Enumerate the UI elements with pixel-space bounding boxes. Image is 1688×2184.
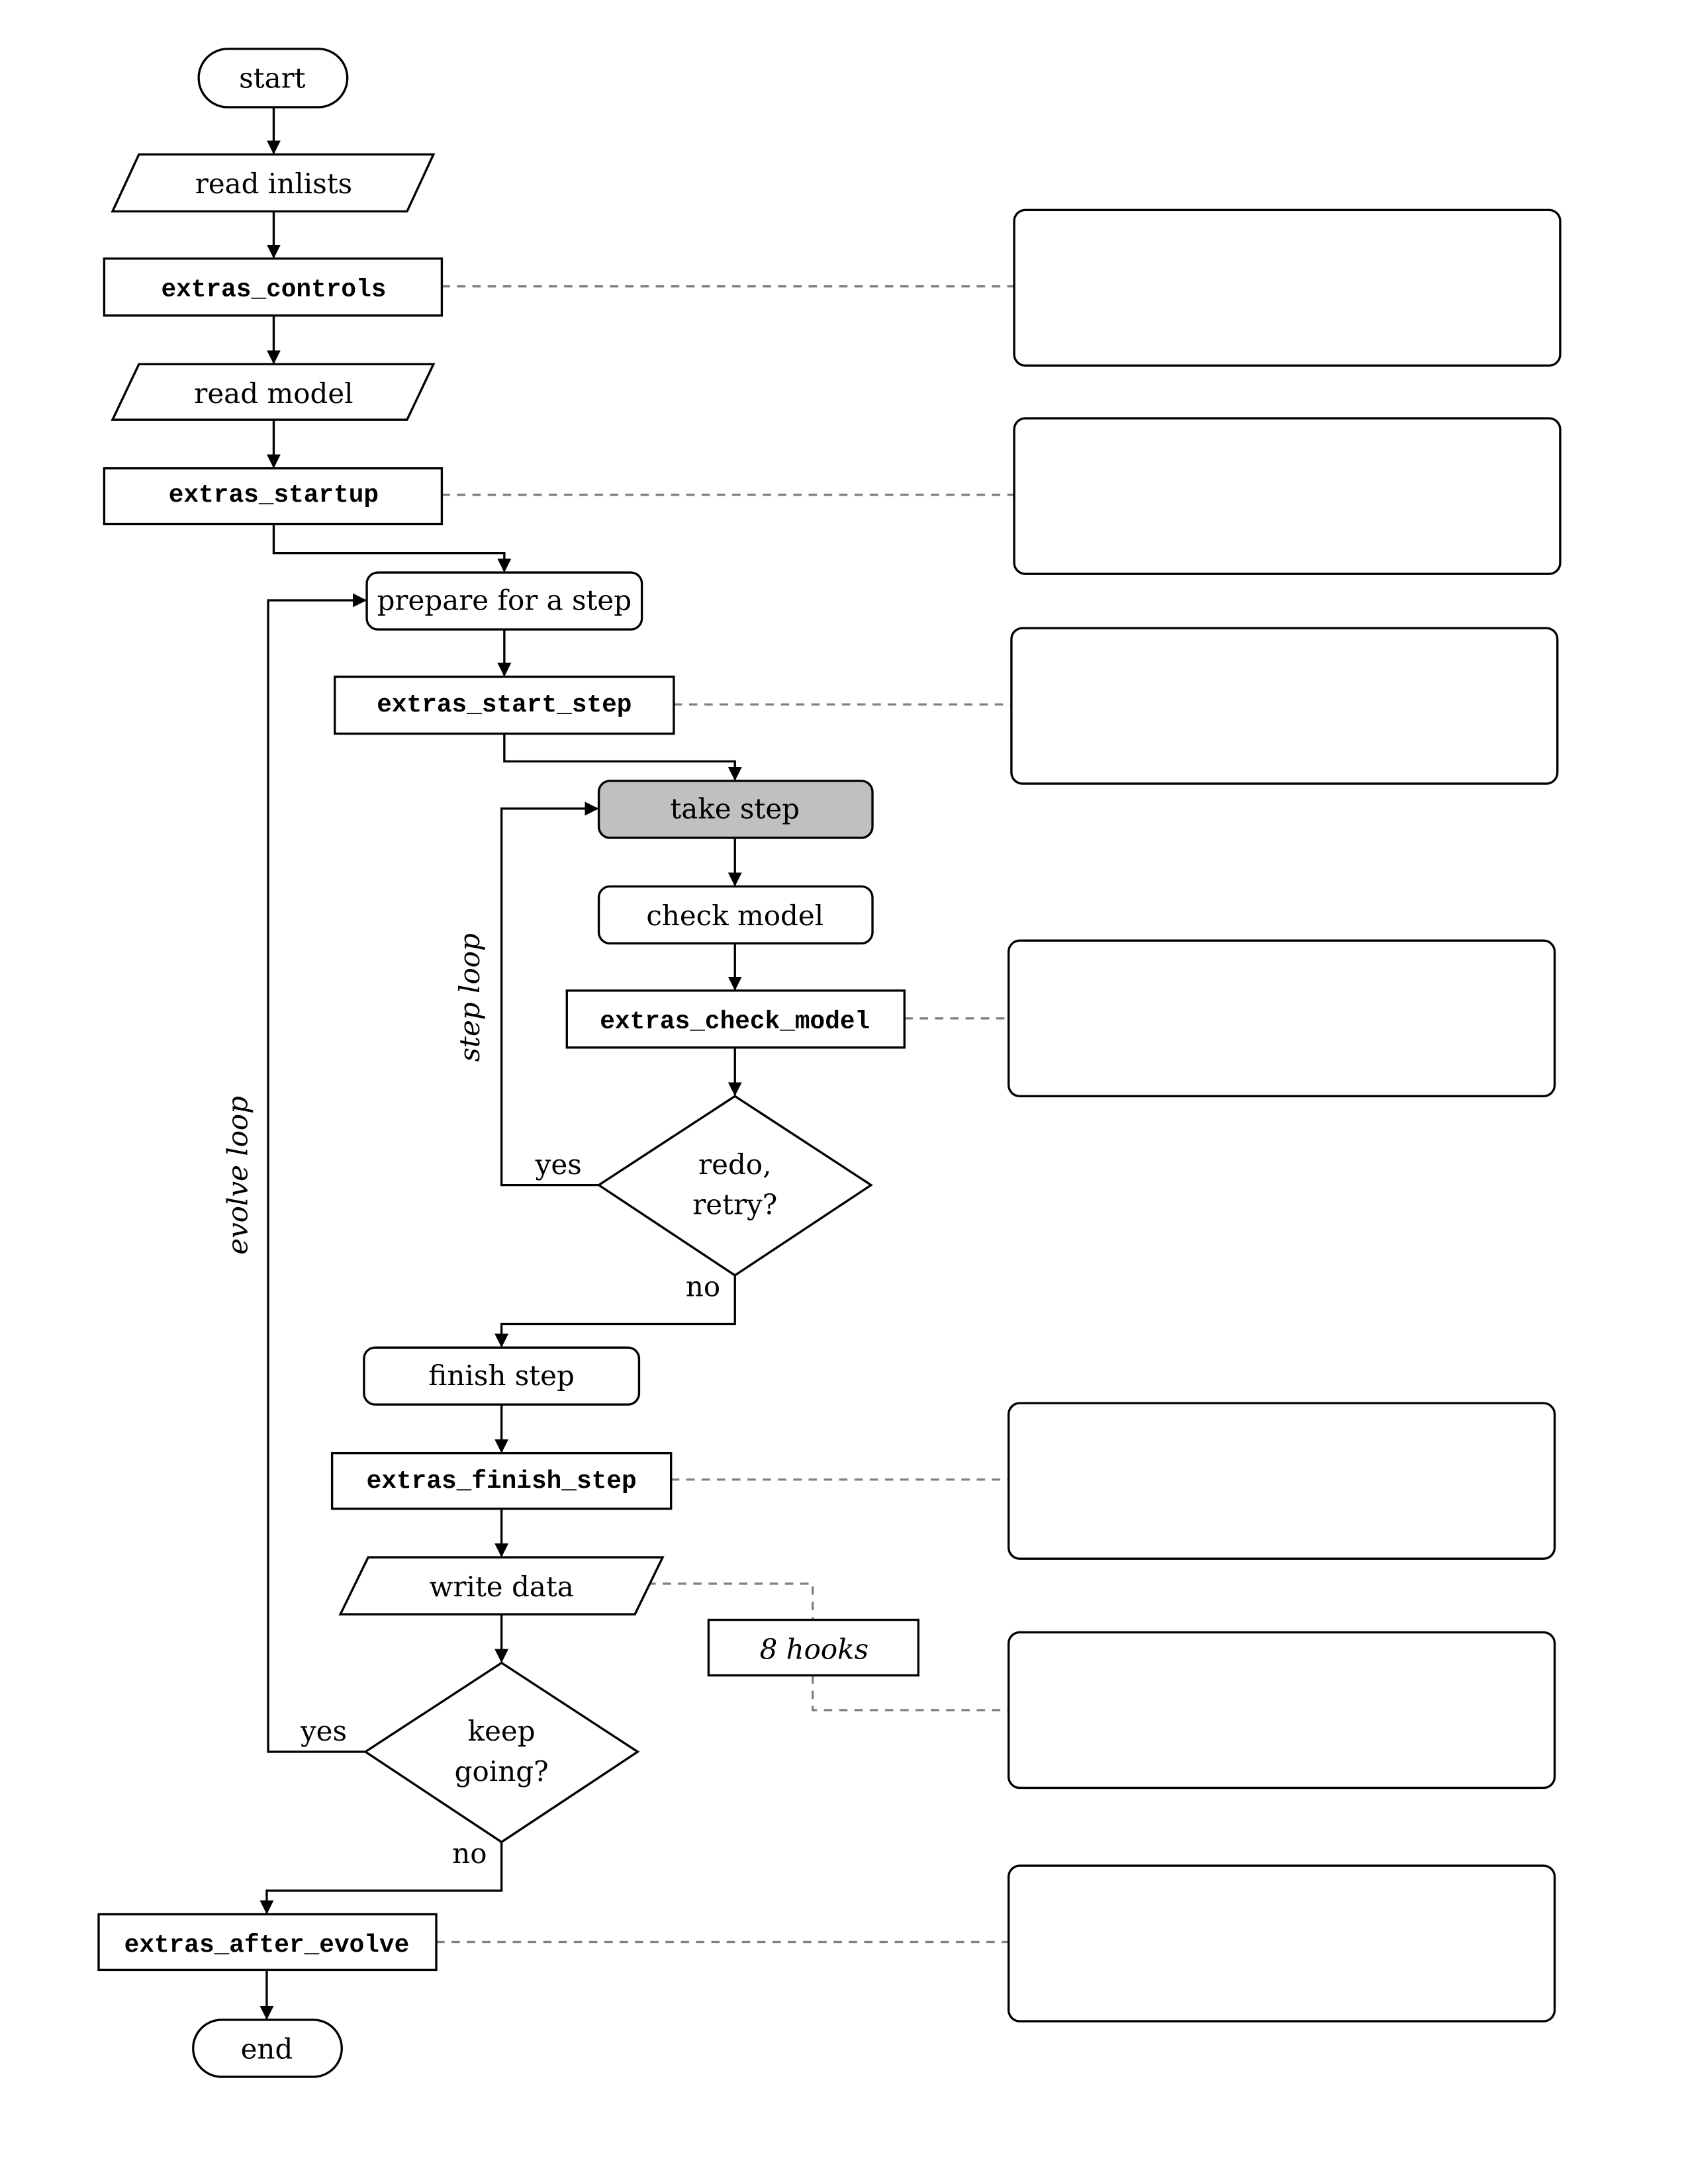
- extras-after-evolve-hook[interactable]: [99, 1914, 436, 1970]
- write-data-io[interactable]: [340, 1557, 663, 1614]
- extras-after-evolve-label: extras_after_evolve: [124, 1932, 410, 1960]
- take-step-process[interactable]: [599, 781, 872, 838]
- end-label: end: [240, 2032, 293, 2066]
- extras-controls-hook[interactable]: [104, 259, 442, 316]
- extras-start-step-label: extras_start_step: [377, 691, 632, 719]
- extras-controls-label: extras_controls: [161, 276, 387, 304]
- keep-no-label: no: [452, 1837, 487, 1870]
- annotation-box-start-step: [1011, 628, 1558, 784]
- write-data-label: write data: [429, 1570, 574, 1603]
- keep-going-decision[interactable]: [365, 1663, 637, 1843]
- annotation-box-startup: [1014, 418, 1560, 574]
- step-loop-label: step loop: [453, 933, 487, 1062]
- annotation-box-controls: [1014, 210, 1560, 365]
- extras-finish-step-hook[interactable]: [332, 1453, 671, 1509]
- extras-startup-label: extras_startup: [168, 482, 379, 510]
- keep-yes-label: yes: [300, 1715, 348, 1748]
- annotation-box-check-model: [1009, 940, 1555, 1096]
- keep-going-label-line2: going?: [454, 1754, 549, 1788]
- finish-step-label: finish step: [428, 1359, 575, 1392]
- redo-no-label: no: [685, 1270, 721, 1303]
- extras-start-step-hook[interactable]: [335, 676, 674, 733]
- read-model-label: read model: [194, 377, 353, 410]
- annotation-boxes: [1009, 210, 1560, 2021]
- finish-step-process[interactable]: [364, 1347, 639, 1404]
- eight-hooks-label: 8 hooks: [759, 1633, 869, 1666]
- redo-retry-label-line1: redo,: [698, 1148, 772, 1181]
- evolve-loop-label: evolve loop: [221, 1095, 254, 1255]
- annotation-box-after-evolve: [1009, 1866, 1555, 2021]
- check-model-label: check model: [646, 899, 824, 933]
- annotation-box-hooks: [1009, 1632, 1555, 1788]
- redo-yes-label: yes: [535, 1148, 582, 1181]
- start-label: start: [239, 62, 306, 95]
- take-step-label: take step: [670, 792, 800, 825]
- annotation-box-finish-step: [1009, 1403, 1555, 1559]
- extras-finish-step-label: extras_finish_step: [366, 1468, 637, 1496]
- read-inlists-io[interactable]: [113, 154, 434, 211]
- redo-retry-label-line2: retry?: [692, 1188, 778, 1221]
- prepare-step-process[interactable]: [367, 572, 642, 629]
- keep-going-label-line1: keep: [467, 1715, 536, 1748]
- check-model-process[interactable]: [599, 886, 872, 943]
- read-inlists-label: read inlists: [195, 167, 353, 201]
- read-model-io[interactable]: [113, 364, 434, 420]
- prepare-step-label: prepare for a step: [377, 584, 632, 617]
- extras-check-model-hook[interactable]: [567, 991, 904, 1048]
- end-terminal[interactable]: [193, 2020, 342, 2077]
- extras-check-model-label: extras_check_model: [600, 1008, 870, 1036]
- eight-hooks-box[interactable]: [708, 1620, 918, 1676]
- redo-retry-decision[interactable]: [599, 1096, 871, 1275]
- extras-startup-hook[interactable]: [104, 469, 442, 524]
- start-terminal[interactable]: [199, 49, 348, 107]
